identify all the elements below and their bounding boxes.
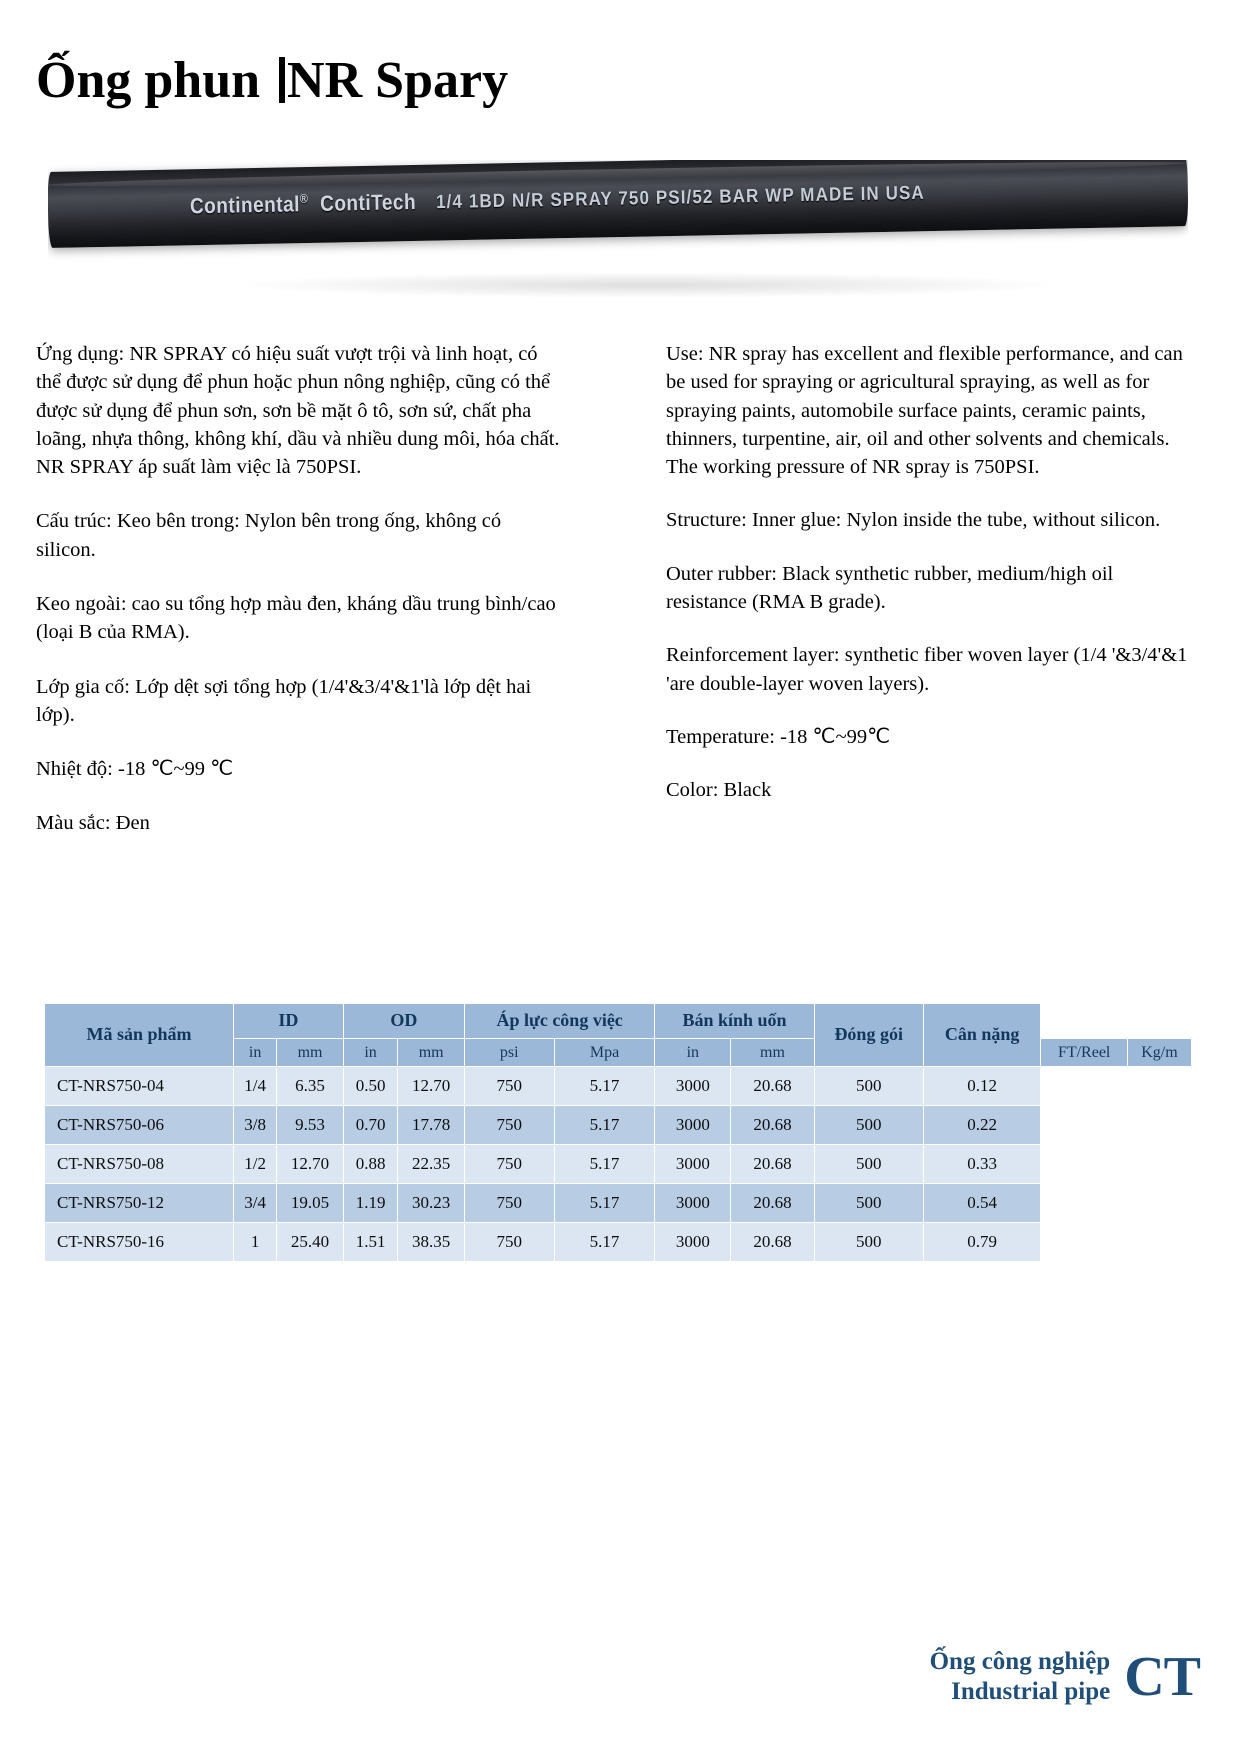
cell-bend-in: 3000 (655, 1183, 731, 1222)
cell-id-mm: 9.53 (277, 1105, 344, 1144)
header-id: ID (234, 1004, 344, 1039)
footer-text (930, 1647, 1111, 1706)
vi-paragraph-application: Ứng dụng: NR SPRAY có hiệu suất vượt trội và linh hoạt, có thể được sử dụng để phun hoặc phun nông nghiệp, cũng có thể được sử dụng để phun sơn, sơn bề mặt ô tô, sơn sứ, chất pha loãng, nhựa thông, không khí, dầu và nhiều dung môi, hóa chất. NR SPRAY áp suất làm việc là 750PSI. (36, 343, 560, 479)
title-divider-bar (279, 57, 285, 103)
cell-od-mm: 12.70 (398, 1066, 465, 1105)
cell-weight: 0.22 (923, 1105, 1041, 1144)
hose-brand-suffix: ContiTech (319, 190, 417, 217)
hose-brand-label: Continental® ContiTech (189, 190, 417, 219)
cell-bend-mm: 20.68 (731, 1066, 814, 1105)
cell-od-mm: 17.78 (398, 1105, 465, 1144)
cell-pack: 500 (814, 1222, 923, 1261)
page-title (36, 52, 508, 109)
cell-psi: 750 (464, 1105, 554, 1144)
cell-od-mm: 30.23 (398, 1183, 465, 1222)
cell-mpa: 5.17 (554, 1222, 655, 1261)
cell-psi: 750 (464, 1222, 554, 1261)
description-english (666, 340, 1196, 864)
cell-psi: 750 (464, 1183, 554, 1222)
registered-icon: ® (299, 192, 309, 207)
header-packing: Đóng gói (814, 1004, 923, 1067)
vi-paragraph-outer-rubber: Keo ngoài: cao su tổng hợp màu đen, kháng dầu trung bình/cao (loại B của RMA). (36, 592, 556, 644)
cell-mpa: 5.17 (554, 1144, 655, 1183)
unit-pack: FT/Reel (1041, 1038, 1128, 1066)
cell-od-mm: 22.35 (398, 1144, 465, 1183)
footer-line-vi: Ống công nghiệp (929, 1648, 1111, 1675)
header-working-pressure: Áp lực công việc (464, 1004, 655, 1039)
hose-image (48, 160, 1188, 320)
cell-id-mm: 19.05 (277, 1183, 344, 1222)
cell-bend-in: 3000 (655, 1144, 731, 1183)
cell-id-in: 3/4 (234, 1183, 277, 1222)
cell-id-mm: 6.35 (277, 1066, 344, 1105)
footer-branding (930, 1647, 1200, 1706)
cell-id-in: 1/2 (234, 1144, 277, 1183)
cell-id-mm: 25.40 (277, 1222, 344, 1261)
ct-logo: CT (1124, 1645, 1200, 1708)
cell-od-in: 0.88 (343, 1144, 398, 1183)
cell-weight: 0.33 (923, 1144, 1041, 1183)
vi-paragraph-reinforcement: Lớp gia cố: Lớp dệt sợi tổng hợp (1/4'&3/4'&1'là lớp dệt hai lớp). (36, 675, 532, 726)
header-od: OD (343, 1004, 464, 1039)
en-paragraph-temperature: Temperature: -18 ℃~99℃ (666, 725, 891, 748)
description-vietnamese (36, 340, 566, 864)
en-paragraph-color: Color: Black (666, 779, 772, 802)
unit-bend-mm: mm (731, 1038, 814, 1066)
table-row (45, 1066, 1192, 1105)
specification-table-wrapper (44, 1003, 1192, 1262)
footer-line-en: Industrial pipe (951, 1677, 1111, 1705)
unit-id-in: in (234, 1038, 277, 1066)
en-paragraph-application: Use: NR spray has excellent and flexible performance, and can be used for spraying or agricultural spraying, as well as for spraying paints, automobile surface paints, ceramic paints, thinners, turpentine, air, oil and other solvents and chemicals. The working pressure of NR spray is 750PSI. (666, 343, 1183, 479)
description-columns (36, 340, 1204, 864)
cell-bend-in: 3000 (655, 1105, 731, 1144)
cell-psi: 750 (464, 1144, 554, 1183)
cell-product-code: CT-NRS750-08 (45, 1144, 234, 1183)
cell-pack: 500 (814, 1066, 923, 1105)
unit-weight: Kg/m (1127, 1038, 1191, 1066)
table-row (45, 1105, 1192, 1144)
cell-od-in: 0.50 (343, 1066, 398, 1105)
cell-product-code: CT-NRS750-06 (45, 1105, 234, 1144)
cell-bend-in: 3000 (655, 1222, 731, 1261)
unit-bend-in: in (655, 1038, 731, 1066)
cell-bend-mm: 20.68 (731, 1222, 814, 1261)
unit-pressure-psi: psi (464, 1038, 554, 1066)
table-group-header-row (45, 1004, 1192, 1039)
header-bend-radius: Bán kính uốn (655, 1004, 814, 1039)
vi-paragraph-temperature: Nhiệt độ: -18 ℃~99 ℃ (36, 758, 234, 781)
cell-id-in: 3/8 (234, 1105, 277, 1144)
cell-bend-mm: 20.68 (731, 1144, 814, 1183)
unit-id-mm: mm (277, 1038, 344, 1066)
cell-psi: 750 (464, 1066, 554, 1105)
cell-bend-mm: 20.68 (731, 1105, 814, 1144)
cell-pack: 500 (814, 1105, 923, 1144)
cell-pack: 500 (814, 1144, 923, 1183)
en-paragraph-reinforcement: Reinforcement layer: synthetic fiber woven layer (1/4 '&3/4'&1 'are double-layer woven layers). (666, 644, 1188, 695)
specification-table (44, 1003, 1192, 1262)
hose-imprint-group (48, 160, 1188, 248)
table-row (45, 1144, 1192, 1183)
cell-weight: 0.12 (923, 1066, 1041, 1105)
cell-mpa: 5.17 (554, 1066, 655, 1105)
unit-pressure-mpa: Mpa (554, 1038, 655, 1066)
cell-od-in: 0.70 (343, 1105, 398, 1144)
cell-od-mm: 38.35 (398, 1222, 465, 1261)
cell-pack: 500 (814, 1183, 923, 1222)
header-weight: Cân nặng (923, 1004, 1041, 1067)
cell-od-in: 1.19 (343, 1183, 398, 1222)
header-product-code: Mã sản phẩm (45, 1004, 234, 1067)
cell-id-in: 1/4 (234, 1066, 277, 1105)
en-paragraph-outer-rubber: Outer rubber: Black synthetic rubber, medium/high oil resistance (RMA B grade). (666, 562, 1114, 613)
unit-od-mm: mm (398, 1038, 465, 1066)
product-photo (48, 160, 1188, 320)
cell-bend-in: 3000 (655, 1066, 731, 1105)
cell-weight: 0.79 (923, 1222, 1041, 1261)
cell-bend-mm: 20.68 (731, 1183, 814, 1222)
hose-spec-imprint: 1/4 1BD N/R SPRAY 750 PSI/52 BAR WP MADE IN USA (435, 181, 926, 213)
cell-product-code: CT-NRS750-12 (45, 1183, 234, 1222)
cell-mpa: 5.17 (554, 1105, 655, 1144)
table-head (45, 1004, 1192, 1067)
page-title-en: NR Spary (287, 52, 509, 109)
cell-weight: 0.54 (923, 1183, 1041, 1222)
cell-product-code: CT-NRS750-16 (45, 1222, 234, 1261)
unit-od-in: in (343, 1038, 398, 1066)
cell-id-in: 1 (234, 1222, 277, 1261)
vi-paragraph-color: Màu sắc: Đen (36, 812, 150, 835)
cell-id-mm: 12.70 (277, 1144, 344, 1183)
cell-od-in: 1.51 (343, 1222, 398, 1261)
cell-mpa: 5.17 (554, 1183, 655, 1222)
cell-product-code: CT-NRS750-04 (45, 1066, 234, 1105)
table-body (45, 1066, 1192, 1261)
hose-shadow (228, 272, 1068, 298)
table-row (45, 1222, 1192, 1261)
table-row (45, 1183, 1192, 1222)
en-paragraph-structure: Structure: Inner glue: Nylon inside the tube, without silicon. (666, 509, 1161, 532)
page-title-vi: Ống phun (36, 52, 274, 109)
vi-paragraph-structure: Cấu trúc: Keo bên trong: Nylon bên trong ống, không có silicon. (36, 510, 502, 561)
